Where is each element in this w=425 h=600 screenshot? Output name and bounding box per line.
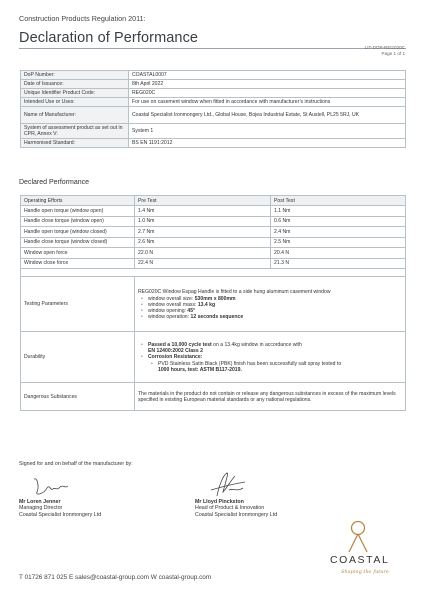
row-label: Handle close torque (window open) bbox=[21, 216, 135, 227]
regulation-heading: Construction Products Regulation 2011: bbox=[19, 14, 146, 23]
param-label: window opening: bbox=[148, 307, 188, 314]
info-value: COASTAL0007 bbox=[129, 71, 406, 80]
info-value: Coastal Specialist Ironmongery Ltd., Global House, Bojea Industrial Estate, St Austell, PL25 5RJ, UK bbox=[129, 107, 406, 124]
signatory-right bbox=[195, 499, 277, 518]
page-title: Declaration of Performance bbox=[19, 30, 199, 46]
performance-table bbox=[20, 195, 406, 411]
testing-parameters-row bbox=[21, 277, 406, 332]
table-row bbox=[21, 248, 406, 259]
row-label: Handle close torque (window closed) bbox=[21, 237, 135, 248]
durability-standard: EN 12400:2002 Class 2 bbox=[148, 348, 203, 354]
row-label: Handle open torque (window closed) bbox=[21, 227, 135, 238]
column-header: Post Test bbox=[271, 196, 406, 206]
param-value: 45° bbox=[187, 307, 196, 314]
info-value: REG020C bbox=[129, 89, 406, 98]
param-value: 13.4 kg bbox=[197, 301, 216, 308]
list-item bbox=[148, 342, 402, 354]
pre-test-value: 22.4 N bbox=[135, 258, 271, 269]
signatory-company: Coastal Specialist Ironmongery Ltd bbox=[195, 511, 278, 518]
signatory-company: Coastal Specialist Ironmongery Ltd bbox=[19, 511, 102, 518]
pre-test-value: 2.7 Nm bbox=[135, 227, 271, 238]
row-label: Dangerous Substances bbox=[21, 383, 135, 411]
column-header: Operating Efforts bbox=[21, 196, 135, 206]
testing-list bbox=[138, 296, 402, 320]
info-value: BS EN 1191:2012 bbox=[129, 139, 406, 148]
post-test-value: 1.1 Nm bbox=[271, 206, 406, 217]
signatory-left bbox=[19, 499, 101, 518]
info-label: Harmonised Standard: bbox=[21, 139, 129, 148]
signature-lloyd-pinckston bbox=[205, 470, 250, 500]
param-label: window overall mass: bbox=[148, 301, 198, 308]
param-value: 12 seconds sequence bbox=[190, 313, 244, 320]
signatory-name: Mr Lloyd Pinckston bbox=[195, 499, 244, 505]
list-item bbox=[158, 361, 402, 373]
row-label: Handle open torque (window open) bbox=[21, 206, 135, 217]
title-divider bbox=[19, 48, 406, 49]
testing-intro: REG020C Window Espag Handle is fitted to a side hung aluminum casement window bbox=[138, 288, 331, 295]
coastal-logo-icon bbox=[346, 520, 370, 554]
post-test-value: 21.3 N bbox=[271, 258, 406, 269]
info-label: Date of Issuance: bbox=[21, 80, 129, 89]
performance-header-row bbox=[21, 196, 406, 206]
table-row bbox=[21, 227, 406, 238]
dangerous-substances-text: The materials in the product do not contain or release any dangerous substances in excess of the maximum levels specified in existing European material standards or any national regulations. bbox=[135, 383, 406, 411]
testing-parameters-cell bbox=[135, 277, 406, 332]
corrosion-detail: PVD Stainless Satin Black (PBK) finish has been successfully salt spray tested to bbox=[158, 361, 342, 367]
list-item bbox=[148, 354, 402, 373]
info-row bbox=[21, 80, 406, 89]
pre-test-value: 22.0 N bbox=[135, 248, 271, 259]
spacer-row bbox=[21, 269, 406, 277]
info-value: 8th April 2022 bbox=[129, 80, 406, 89]
info-label: Intended Use or Uses: bbox=[21, 98, 129, 107]
pre-test-value: 1.4 Nm bbox=[135, 206, 271, 217]
row-label: Testing Parameters bbox=[21, 277, 135, 332]
dangerous-substances-row bbox=[21, 383, 406, 411]
product-info-table bbox=[20, 70, 406, 148]
document-code: LIT-DOP-REG020C bbox=[364, 45, 405, 50]
logo-wordmark: COASTAL bbox=[330, 554, 390, 566]
list-item bbox=[148, 314, 402, 320]
info-row bbox=[21, 107, 406, 124]
post-test-value: 2.5 Nm bbox=[271, 237, 406, 248]
corrosion-sublist bbox=[148, 361, 402, 373]
param-value: 530mm x 800mm bbox=[194, 295, 236, 302]
page-number: Page 1 of 1 bbox=[381, 51, 405, 56]
signature-loren-jenner bbox=[30, 474, 70, 498]
info-row bbox=[21, 124, 406, 139]
durability-cell bbox=[135, 332, 406, 383]
info-value: System 1 bbox=[129, 124, 406, 139]
info-label: DoP Number: bbox=[21, 71, 129, 80]
signature-intro: Signed for and on behalf of the manufacturer by: bbox=[19, 461, 133, 467]
row-label: Durability bbox=[21, 332, 135, 383]
post-test-value: 20.4 N bbox=[271, 248, 406, 259]
corrosion-result: 1000 hours, test: ASTM B117-2019. bbox=[158, 367, 242, 373]
info-value: For use on casement window when fitted in accordance with manufacturer’s instructions bbox=[129, 98, 406, 107]
info-row bbox=[21, 98, 406, 107]
row-label: Window close force bbox=[21, 258, 135, 269]
logo-tagline: Shaping the future bbox=[341, 569, 389, 575]
spacer-cell bbox=[21, 269, 406, 277]
declared-performance-heading: Declared Performance bbox=[19, 179, 90, 186]
post-test-value: 2.4 Nm bbox=[271, 227, 406, 238]
info-label: System of assessment product as set out in CPR, Annex V: bbox=[21, 124, 129, 139]
table-row bbox=[21, 216, 406, 227]
info-row bbox=[21, 71, 406, 80]
row-label: Window open force bbox=[21, 248, 135, 259]
info-label: Name of Manufacturer: bbox=[21, 107, 129, 124]
corrosion-heading: Corrosion Resistance: bbox=[148, 354, 203, 360]
param-label: window overall size: bbox=[148, 295, 195, 302]
info-label: Unique Identifier Product Code: bbox=[21, 89, 129, 98]
post-test-value: 0.6 Nm bbox=[271, 216, 406, 227]
pre-test-value: 2.6 Nm bbox=[135, 237, 271, 248]
durability-row bbox=[21, 332, 406, 383]
pre-test-value: 1.0 Nm bbox=[135, 216, 271, 227]
durability-list bbox=[138, 342, 402, 373]
info-row bbox=[21, 89, 406, 98]
column-header: Pre Test bbox=[135, 196, 271, 206]
table-row bbox=[21, 258, 406, 269]
table-row bbox=[21, 206, 406, 217]
table-row bbox=[21, 237, 406, 248]
durability-detail: on a 13.4kg window in accordance with bbox=[211, 342, 302, 348]
param-label: window operation: bbox=[148, 313, 191, 320]
durability-result: Passed a 10,000 cycle test bbox=[148, 342, 212, 348]
signatory-name: Mr Loren Jenner bbox=[19, 499, 61, 505]
signatory-role: Managing Director bbox=[19, 505, 63, 512]
footer-contact: T 01726 871 025 E sales@coastal-group.com W coastal-group.com bbox=[19, 574, 212, 581]
info-row bbox=[21, 139, 406, 148]
document-reference bbox=[365, 45, 405, 57]
signatory-role: Head of Product & Innovation bbox=[195, 505, 265, 512]
